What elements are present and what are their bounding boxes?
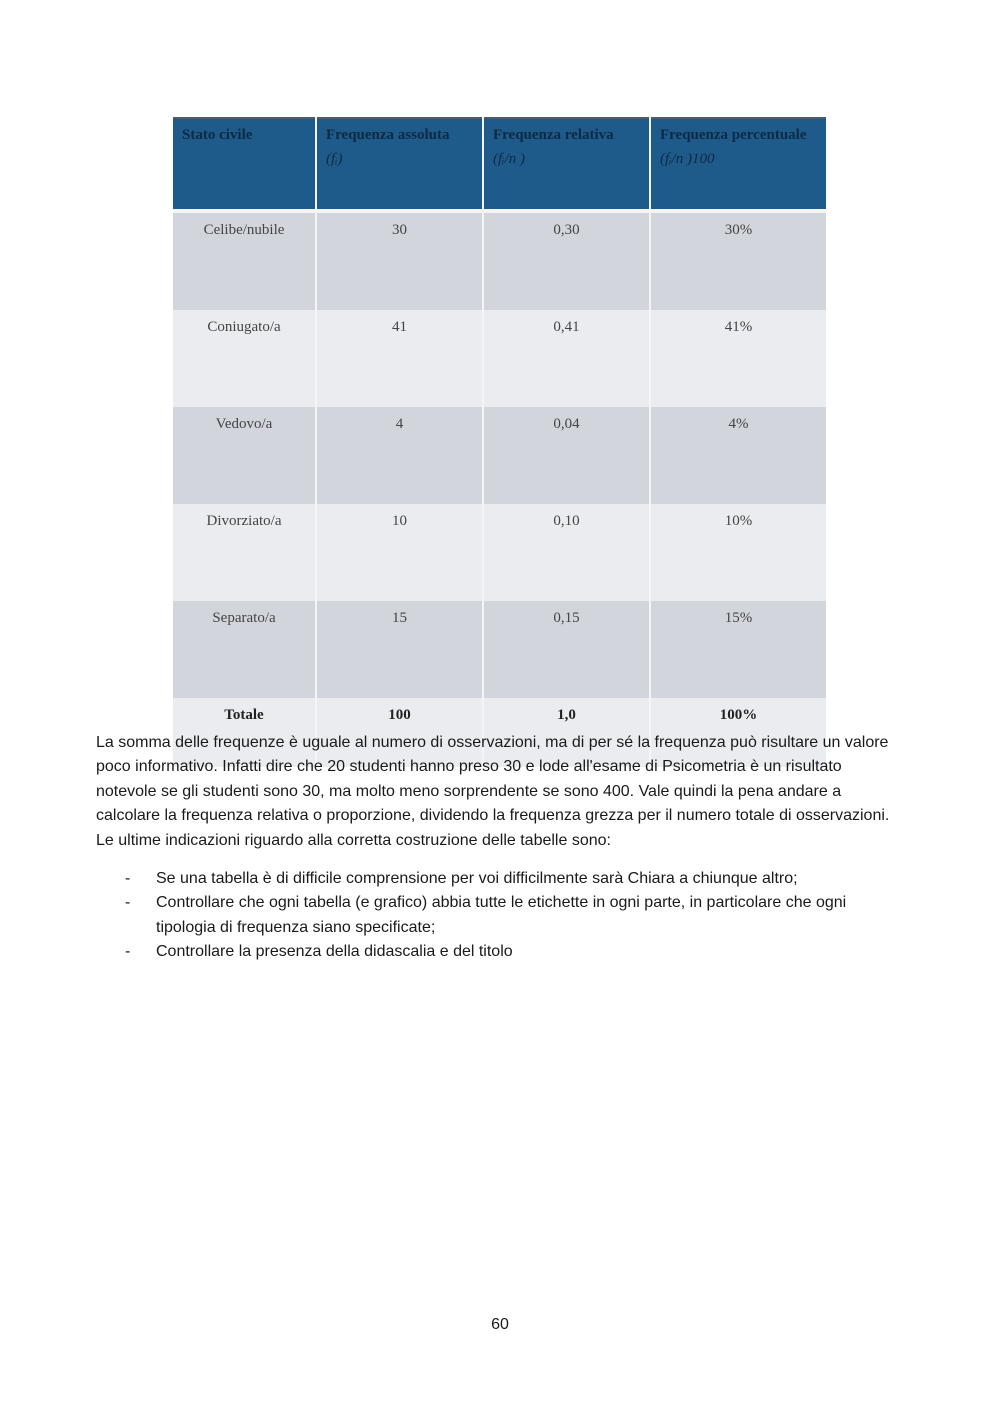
cell-stato: Separato/a (173, 601, 316, 698)
list-item (96, 891, 906, 940)
table-row (173, 601, 826, 698)
header-label: Frequenza assoluta (326, 127, 450, 143)
cell-percentuale: 10% (650, 504, 826, 601)
list-item (96, 867, 906, 891)
header-formula: (fᵢ/n )100 (660, 151, 715, 167)
header-frequenza-assoluta (316, 118, 483, 211)
cell-percentuale: 4% (650, 407, 826, 504)
header-frequenza-relativa (483, 118, 650, 211)
cell-percentuale: 15% (650, 601, 826, 698)
table-header-row (173, 118, 826, 211)
cell-relativa: 0,15 (483, 601, 650, 698)
cell-assoluta: 15 (316, 601, 483, 698)
table-row (173, 211, 826, 310)
header-stato-civile (173, 118, 316, 211)
header-label: Stato civile (182, 127, 253, 143)
cell-relativa: 0,41 (483, 310, 650, 407)
cell-relativa: 0,30 (483, 211, 650, 310)
bullet-dash: - (125, 943, 131, 961)
body-paragraph: La somma delle frequenze è uguale al numero di osservazioni, ma di per sé la frequenza può risultare un valore poco informativo. Infatti dire che 20 studenti hanno preso 30 e lode all'esame di Psicometria è un risultato notevole se gli studenti sono 30, ma molto meno sorprendente se sono 400. Vale quindi la pena andare a calcolare la frequenza relativa o proporzione, dividendo la frequenza grezza per il numero totale di osservazioni. Le ultime indicazioni riguardo alla corretta costruzione delle tabelle sono: (96, 734, 890, 849)
header-label: Frequenza relativa (493, 127, 614, 143)
cell-assoluta: 10 (316, 504, 483, 601)
cell-assoluta: 41 (316, 310, 483, 407)
page-number: 60 (491, 1316, 509, 1333)
cell-assoluta: 100 (316, 698, 483, 767)
cell-stato: Coniugato/a (173, 310, 316, 407)
header-formula: (fᵢ) (326, 151, 343, 167)
header-frequenza-percentuale (650, 118, 826, 211)
cell-stato: Divorziato/a (173, 504, 316, 601)
frequency-table (173, 117, 826, 767)
guidelines-list (96, 867, 906, 965)
cell-relativa: 1,0 (483, 698, 650, 767)
cell-percentuale: 30% (650, 211, 826, 310)
cell-percentuale: 100% (650, 698, 826, 767)
list-item-text: Se una tabella è di difficile comprensione per voi difficilmente sarà Chiara a chiunque altro; (156, 870, 798, 887)
cell-assoluta: 30 (316, 211, 483, 310)
list-item (96, 940, 906, 964)
header-label: Frequenza percentuale (660, 127, 807, 143)
cell-stato: Totale (173, 698, 316, 767)
table-row (173, 504, 826, 601)
table-row (173, 407, 826, 504)
cell-stato: Vedovo/a (173, 407, 316, 504)
cell-relativa: 0,04 (483, 407, 650, 504)
list-item-text: Controllare che ogni tabella (e grafico) abbia tutte le etichette in ogni parte, in particolare che ogni tipologia di frequenza siano specificate; (156, 894, 847, 936)
header-formula: (fᵢ/n ) (493, 151, 525, 167)
cell-relativa: 0,10 (483, 504, 650, 601)
list-item-text: Controllare la presenza della didascalia e del titolo (156, 943, 513, 961)
bullet-dash: - (125, 894, 131, 912)
cell-assoluta: 4 (316, 407, 483, 504)
cell-percentuale: 41% (650, 310, 826, 407)
cell-stato: Celibe/nubile (173, 211, 316, 310)
bullet-dash: - (125, 870, 131, 887)
table-row (173, 310, 826, 407)
